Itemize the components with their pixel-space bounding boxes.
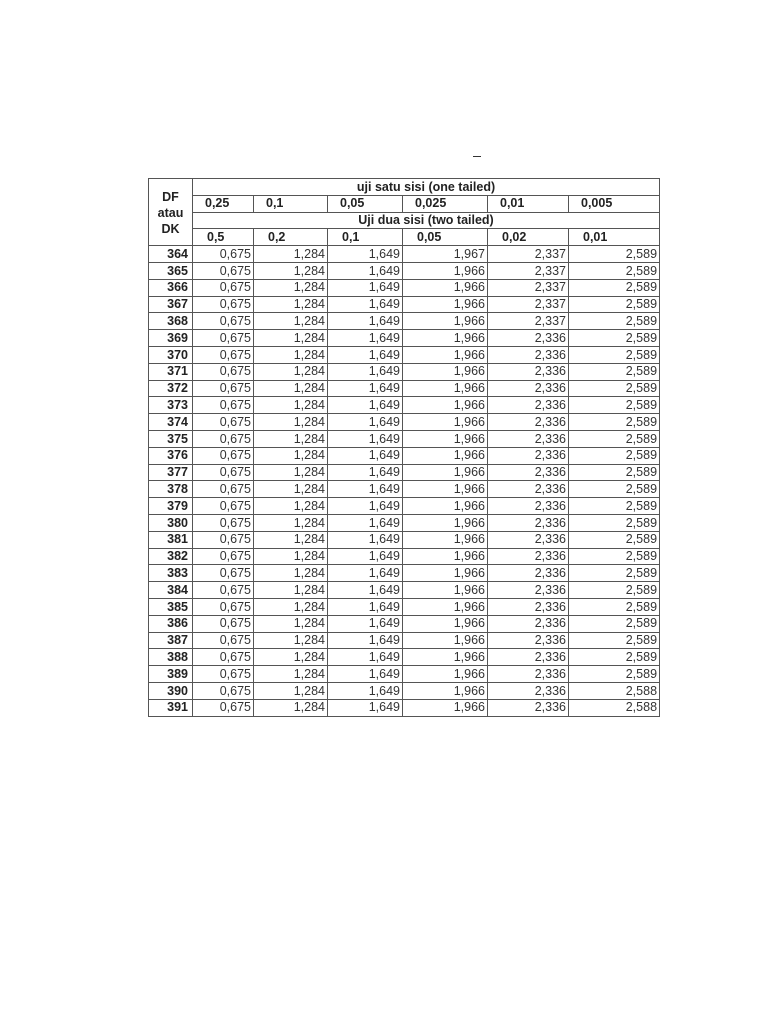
value-cell: 1,284 bbox=[254, 615, 328, 632]
value-cell: 1,966 bbox=[403, 464, 488, 481]
df-cell: 372 bbox=[149, 380, 193, 397]
value-cell: 0,675 bbox=[193, 246, 254, 263]
table-body bbox=[149, 246, 660, 716]
value-cell: 2,336 bbox=[488, 414, 569, 431]
value-cell: 1,966 bbox=[403, 666, 488, 683]
value-cell: 1,649 bbox=[328, 279, 403, 296]
two-tailed-alpha-2: 0,1 bbox=[328, 229, 403, 246]
value-cell: 2,336 bbox=[488, 380, 569, 397]
value-cell: 2,589 bbox=[569, 346, 660, 363]
value-cell: 1,966 bbox=[403, 296, 488, 313]
table-row bbox=[149, 246, 660, 263]
value-cell: 2,337 bbox=[488, 313, 569, 330]
table-row bbox=[149, 531, 660, 548]
df-cell: 379 bbox=[149, 498, 193, 515]
value-cell: 2,589 bbox=[569, 481, 660, 498]
value-cell: 1,966 bbox=[403, 615, 488, 632]
value-cell: 2,589 bbox=[569, 615, 660, 632]
value-cell: 0,675 bbox=[193, 481, 254, 498]
table-row bbox=[149, 414, 660, 431]
df-cell: 390 bbox=[149, 682, 193, 699]
value-cell: 1,284 bbox=[254, 397, 328, 414]
value-cell: 2,336 bbox=[488, 330, 569, 347]
value-cell: 1,649 bbox=[328, 548, 403, 565]
value-cell: 2,589 bbox=[569, 397, 660, 414]
value-cell: 1,649 bbox=[328, 531, 403, 548]
df-cell: 382 bbox=[149, 548, 193, 565]
two-tailed-alpha-row bbox=[149, 229, 660, 246]
value-cell: 2,589 bbox=[569, 363, 660, 380]
value-cell: 0,675 bbox=[193, 565, 254, 582]
one-tailed-alpha-3: 0,025 bbox=[403, 195, 488, 212]
df-cell: 366 bbox=[149, 279, 193, 296]
value-cell: 1,649 bbox=[328, 397, 403, 414]
one-tailed-alpha-5: 0,005 bbox=[569, 195, 660, 212]
value-cell: 1,967 bbox=[403, 246, 488, 263]
value-cell: 1,966 bbox=[403, 414, 488, 431]
value-cell: 2,337 bbox=[488, 279, 569, 296]
value-cell: 1,966 bbox=[403, 632, 488, 649]
value-cell: 0,675 bbox=[193, 397, 254, 414]
value-cell: 1,284 bbox=[254, 346, 328, 363]
value-cell: 1,966 bbox=[403, 397, 488, 414]
value-cell: 2,589 bbox=[569, 447, 660, 464]
value-cell: 1,649 bbox=[328, 262, 403, 279]
table-row bbox=[149, 682, 660, 699]
value-cell: 0,675 bbox=[193, 363, 254, 380]
value-cell: 0,675 bbox=[193, 666, 254, 683]
value-cell: 2,336 bbox=[488, 632, 569, 649]
df-cell: 378 bbox=[149, 481, 193, 498]
df-cell: 374 bbox=[149, 414, 193, 431]
value-cell: 2,589 bbox=[569, 514, 660, 531]
one-tailed-header: uji satu sisi (one tailed) bbox=[193, 179, 660, 196]
value-cell: 1,966 bbox=[403, 447, 488, 464]
df-cell: 373 bbox=[149, 397, 193, 414]
value-cell: 1,284 bbox=[254, 380, 328, 397]
value-cell: 1,649 bbox=[328, 615, 403, 632]
value-cell: 2,336 bbox=[488, 481, 569, 498]
value-cell: 0,675 bbox=[193, 464, 254, 481]
value-cell: 1,649 bbox=[328, 565, 403, 582]
two-tailed-alpha-4: 0,02 bbox=[488, 229, 569, 246]
df-column-header: DF atau DK bbox=[149, 179, 193, 246]
value-cell: 0,675 bbox=[193, 279, 254, 296]
df-cell: 367 bbox=[149, 296, 193, 313]
table-row bbox=[149, 514, 660, 531]
value-cell: 1,649 bbox=[328, 649, 403, 666]
df-cell: 370 bbox=[149, 346, 193, 363]
header-row-two-tailed bbox=[149, 212, 660, 229]
value-cell: 2,589 bbox=[569, 430, 660, 447]
value-cell: 1,649 bbox=[328, 582, 403, 599]
value-cell: 2,589 bbox=[569, 598, 660, 615]
value-cell: 1,649 bbox=[328, 699, 403, 716]
one-tailed-alpha-1: 0,1 bbox=[254, 195, 328, 212]
value-cell: 2,336 bbox=[488, 514, 569, 531]
value-cell: 2,589 bbox=[569, 548, 660, 565]
value-cell: 1,649 bbox=[328, 666, 403, 683]
value-cell: 1,966 bbox=[403, 531, 488, 548]
value-cell: 2,589 bbox=[569, 464, 660, 481]
value-cell: 1,966 bbox=[403, 481, 488, 498]
value-cell: 1,649 bbox=[328, 514, 403, 531]
df-cell: 364 bbox=[149, 246, 193, 263]
value-cell: 1,966 bbox=[403, 380, 488, 397]
value-cell: 0,675 bbox=[193, 582, 254, 599]
df-cell: 381 bbox=[149, 531, 193, 548]
value-cell: 1,966 bbox=[403, 682, 488, 699]
two-tailed-alpha-3: 0,05 bbox=[403, 229, 488, 246]
value-cell: 0,675 bbox=[193, 296, 254, 313]
value-cell: 2,336 bbox=[488, 598, 569, 615]
value-cell: 1,284 bbox=[254, 666, 328, 683]
value-cell: 0,675 bbox=[193, 346, 254, 363]
value-cell: 1,966 bbox=[403, 330, 488, 347]
value-cell: 1,649 bbox=[328, 481, 403, 498]
value-cell: 1,284 bbox=[254, 330, 328, 347]
value-cell: 2,589 bbox=[569, 279, 660, 296]
value-cell: 0,675 bbox=[193, 615, 254, 632]
df-cell: 384 bbox=[149, 582, 193, 599]
value-cell: 0,675 bbox=[193, 649, 254, 666]
two-tailed-alpha-0: 0,5 bbox=[193, 229, 254, 246]
df-cell: 388 bbox=[149, 649, 193, 666]
value-cell: 1,649 bbox=[328, 498, 403, 515]
table-row bbox=[149, 481, 660, 498]
value-cell: 1,284 bbox=[254, 498, 328, 515]
value-cell: 1,966 bbox=[403, 582, 488, 599]
value-cell: 0,675 bbox=[193, 498, 254, 515]
value-cell: 1,649 bbox=[328, 246, 403, 263]
two-tailed-alpha-5: 0,01 bbox=[569, 229, 660, 246]
value-cell: 1,284 bbox=[254, 548, 328, 565]
table-row bbox=[149, 632, 660, 649]
df-cell: 375 bbox=[149, 430, 193, 447]
table-row bbox=[149, 447, 660, 464]
value-cell: 0,675 bbox=[193, 514, 254, 531]
value-cell: 2,589 bbox=[569, 632, 660, 649]
df-cell: 377 bbox=[149, 464, 193, 481]
table-row bbox=[149, 346, 660, 363]
table-row bbox=[149, 380, 660, 397]
table-row bbox=[149, 598, 660, 615]
value-cell: 1,649 bbox=[328, 313, 403, 330]
df-cell: 380 bbox=[149, 514, 193, 531]
value-cell: 1,966 bbox=[403, 498, 488, 515]
value-cell: 2,336 bbox=[488, 346, 569, 363]
value-cell: 2,336 bbox=[488, 649, 569, 666]
value-cell: 2,336 bbox=[488, 447, 569, 464]
value-cell: 1,649 bbox=[328, 430, 403, 447]
table-row bbox=[149, 430, 660, 447]
table-row bbox=[149, 296, 660, 313]
value-cell: 2,589 bbox=[569, 313, 660, 330]
value-cell: 1,284 bbox=[254, 296, 328, 313]
value-cell: 1,284 bbox=[254, 363, 328, 380]
df-cell: 365 bbox=[149, 262, 193, 279]
table-row bbox=[149, 582, 660, 599]
t-distribution-table bbox=[148, 178, 660, 717]
value-cell: 1,966 bbox=[403, 313, 488, 330]
value-cell: 1,284 bbox=[254, 262, 328, 279]
table-row bbox=[149, 498, 660, 515]
df-cell: 389 bbox=[149, 666, 193, 683]
value-cell: 1,649 bbox=[328, 330, 403, 347]
value-cell: 2,336 bbox=[488, 498, 569, 515]
value-cell: 2,589 bbox=[569, 380, 660, 397]
df-cell: 368 bbox=[149, 313, 193, 330]
value-cell: 1,284 bbox=[254, 565, 328, 582]
value-cell: 1,966 bbox=[403, 346, 488, 363]
value-cell: 2,336 bbox=[488, 464, 569, 481]
value-cell: 1,966 bbox=[403, 598, 488, 615]
value-cell: 1,284 bbox=[254, 481, 328, 498]
value-cell: 1,649 bbox=[328, 598, 403, 615]
value-cell: 2,589 bbox=[569, 246, 660, 263]
value-cell: 1,966 bbox=[403, 548, 488, 565]
value-cell: 0,675 bbox=[193, 414, 254, 431]
table-row bbox=[149, 565, 660, 582]
one-tailed-alpha-2: 0,05 bbox=[328, 195, 403, 212]
df-cell: 383 bbox=[149, 565, 193, 582]
t-table-container bbox=[148, 178, 660, 736]
table-row bbox=[149, 262, 660, 279]
table-row bbox=[149, 699, 660, 716]
value-cell: 1,649 bbox=[328, 363, 403, 380]
table-row bbox=[149, 615, 660, 632]
df-cell: 371 bbox=[149, 363, 193, 380]
value-cell: 1,966 bbox=[403, 699, 488, 716]
value-cell: 1,966 bbox=[403, 430, 488, 447]
value-cell: 2,337 bbox=[488, 262, 569, 279]
header-row-one-tailed bbox=[149, 179, 660, 196]
value-cell: 2,589 bbox=[569, 649, 660, 666]
value-cell: 2,337 bbox=[488, 246, 569, 263]
table-row bbox=[149, 666, 660, 683]
value-cell: 1,284 bbox=[254, 430, 328, 447]
df-cell: 385 bbox=[149, 598, 193, 615]
table-row bbox=[149, 397, 660, 414]
value-cell: 2,336 bbox=[488, 582, 569, 599]
value-cell: 2,336 bbox=[488, 363, 569, 380]
df-cell: 391 bbox=[149, 699, 193, 716]
value-cell: 0,675 bbox=[193, 682, 254, 699]
value-cell: 2,336 bbox=[488, 430, 569, 447]
value-cell: 1,284 bbox=[254, 582, 328, 599]
value-cell: 2,336 bbox=[488, 548, 569, 565]
value-cell: 0,675 bbox=[193, 313, 254, 330]
table-row bbox=[149, 548, 660, 565]
value-cell: 2,588 bbox=[569, 682, 660, 699]
table-row bbox=[149, 363, 660, 380]
value-cell: 1,649 bbox=[328, 682, 403, 699]
df-cell: 369 bbox=[149, 330, 193, 347]
dash-mark bbox=[473, 156, 481, 157]
value-cell: 0,675 bbox=[193, 447, 254, 464]
value-cell: 2,589 bbox=[569, 582, 660, 599]
two-tailed-alpha-1: 0,2 bbox=[254, 229, 328, 246]
value-cell: 1,284 bbox=[254, 632, 328, 649]
value-cell: 1,649 bbox=[328, 464, 403, 481]
table-row bbox=[149, 330, 660, 347]
value-cell: 2,336 bbox=[488, 699, 569, 716]
value-cell: 0,675 bbox=[193, 430, 254, 447]
value-cell: 2,589 bbox=[569, 666, 660, 683]
df-cell: 387 bbox=[149, 632, 193, 649]
value-cell: 1,966 bbox=[403, 363, 488, 380]
value-cell: 1,966 bbox=[403, 262, 488, 279]
value-cell: 2,589 bbox=[569, 531, 660, 548]
value-cell: 1,649 bbox=[328, 632, 403, 649]
value-cell: 1,284 bbox=[254, 464, 328, 481]
value-cell: 0,675 bbox=[193, 699, 254, 716]
value-cell: 2,336 bbox=[488, 666, 569, 683]
value-cell: 1,284 bbox=[254, 279, 328, 296]
value-cell: 2,336 bbox=[488, 397, 569, 414]
value-cell: 2,589 bbox=[569, 262, 660, 279]
value-cell: 1,649 bbox=[328, 447, 403, 464]
value-cell: 1,966 bbox=[403, 565, 488, 582]
value-cell: 1,284 bbox=[254, 447, 328, 464]
value-cell: 1,649 bbox=[328, 380, 403, 397]
value-cell: 1,966 bbox=[403, 649, 488, 666]
value-cell: 2,336 bbox=[488, 682, 569, 699]
value-cell: 0,675 bbox=[193, 632, 254, 649]
value-cell: 1,284 bbox=[254, 414, 328, 431]
df-cell: 386 bbox=[149, 615, 193, 632]
value-cell: 1,966 bbox=[403, 279, 488, 296]
value-cell: 1,284 bbox=[254, 514, 328, 531]
value-cell: 2,588 bbox=[569, 699, 660, 716]
value-cell: 2,589 bbox=[569, 414, 660, 431]
value-cell: 1,284 bbox=[254, 246, 328, 263]
value-cell: 1,966 bbox=[403, 514, 488, 531]
one-tailed-alpha-row bbox=[149, 195, 660, 212]
value-cell: 2,336 bbox=[488, 531, 569, 548]
value-cell: 1,649 bbox=[328, 346, 403, 363]
value-cell: 1,284 bbox=[254, 313, 328, 330]
value-cell: 0,675 bbox=[193, 380, 254, 397]
value-cell: 2,336 bbox=[488, 615, 569, 632]
table-row bbox=[149, 649, 660, 666]
value-cell: 1,649 bbox=[328, 414, 403, 431]
df-cell: 376 bbox=[149, 447, 193, 464]
table-row bbox=[149, 279, 660, 296]
value-cell: 0,675 bbox=[193, 531, 254, 548]
value-cell: 2,589 bbox=[569, 296, 660, 313]
value-cell: 0,675 bbox=[193, 548, 254, 565]
value-cell: 1,284 bbox=[254, 682, 328, 699]
value-cell: 0,675 bbox=[193, 598, 254, 615]
value-cell: 2,336 bbox=[488, 565, 569, 582]
value-cell: 2,337 bbox=[488, 296, 569, 313]
value-cell: 1,284 bbox=[254, 531, 328, 548]
table-row bbox=[149, 313, 660, 330]
value-cell: 1,649 bbox=[328, 296, 403, 313]
table-row bbox=[149, 464, 660, 481]
value-cell: 1,284 bbox=[254, 598, 328, 615]
value-cell: 1,284 bbox=[254, 649, 328, 666]
value-cell: 0,675 bbox=[193, 330, 254, 347]
value-cell: 0,675 bbox=[193, 262, 254, 279]
value-cell: 2,589 bbox=[569, 330, 660, 347]
value-cell: 2,589 bbox=[569, 498, 660, 515]
one-tailed-alpha-4: 0,01 bbox=[488, 195, 569, 212]
two-tailed-header: Uji dua sisi (two tailed) bbox=[193, 212, 660, 229]
value-cell: 2,589 bbox=[569, 565, 660, 582]
one-tailed-alpha-0: 0,25 bbox=[193, 195, 254, 212]
value-cell: 1,284 bbox=[254, 699, 328, 716]
